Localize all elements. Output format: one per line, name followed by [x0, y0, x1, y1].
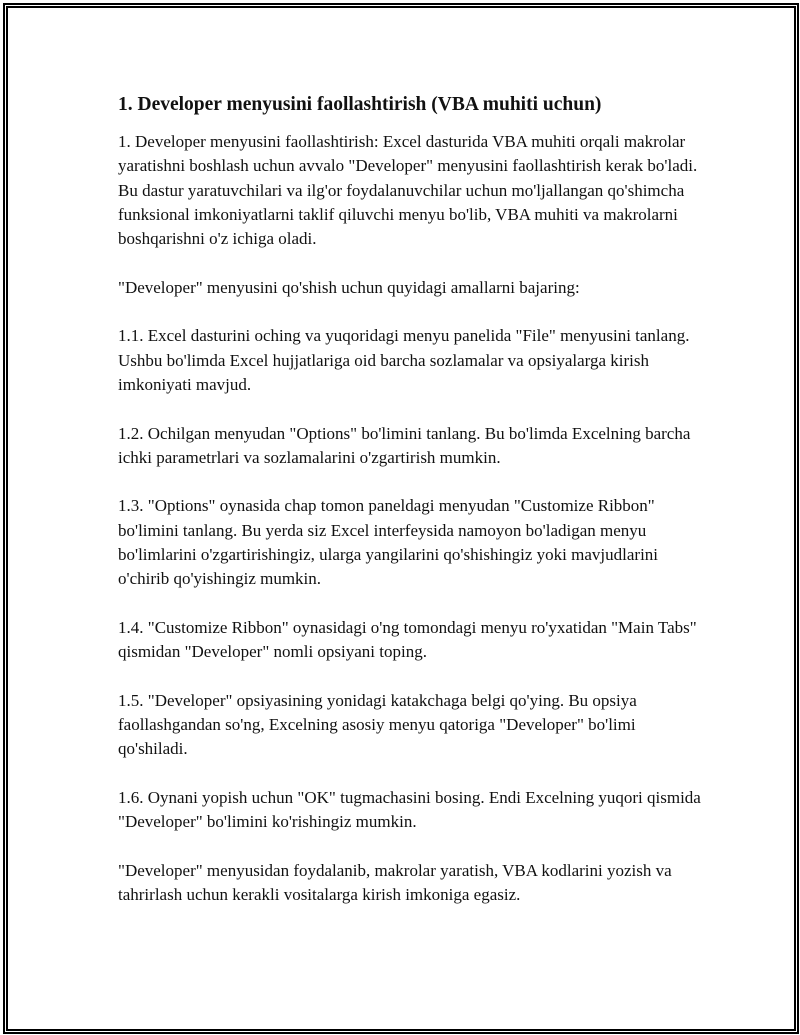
- paragraph-step-1-6: 1.6. Oynani yopish uchun "OK" tugmachasini bosing. Endi Excelning yuqori qismida "Developer" bo'limini ko'rishingiz mumkin.: [118, 788, 701, 832]
- paragraph-conclusion: "Developer" menyusidan foydalanib, makrolar yaratish, VBA kodlarini yozish va tahrirlash uchun kerakli vositalarga kirish imkoniga egasiz.: [118, 860, 672, 905]
- paragraph-intro: 1. Developer menyusini faollashtirish: Excel dasturida VBA muhiti orqali makrolar yaratishni boshlash uchun avvalo "Developer" menyusini faollashtirish kerak bo'ladi. Bu dastur yaratuvchilari va ilg'or foydalanuvchilar uchun mo'ljallangan qo'shimcha funksional imkoniyatlarni taklif qiluvchi menyu bo'lib, VBA muhiti va makrolarni boshqarishni o'z ichiga oladi.: [118, 132, 698, 249]
- paragraph-step-1-2: 1.2. Ochilgan menyudan "Options" bo'limini tanlang. Bu bo'limda Excelning barcha ichki parametrlari va sozlamalarini o'zgartirish mumkin.: [118, 423, 691, 467]
- paragraph-step-1-1: 1.1. Excel dasturini oching va yuqoridagi menyu panelida "File" menyusini tanlang. Ushbu bo'limda Excel hujjatlariga oid barcha sozlamalar va opsiyalarga kirish imkoniyati mavjud.: [118, 326, 690, 394]
- section-heading: 1. Developer menyusini faollashtirish (VBA muhiti uchun): [118, 94, 602, 115]
- document-body: [118, 92, 708, 932]
- paragraph-step-1-3: 1.3. "Options" oynasida chap tomon paneldagi menyudan "Customize Ribbon" bo'limini tanlang. Bu yerda siz Excel interfeysida namoyon bo'ladigan menyu bo'limlarini o'zgartirishingiz, ularga yangilarini qo'shishingiz yoki mavjudlarini o'chirib qo'yishingiz mumkin.: [118, 496, 659, 589]
- paragraph-step-1-4: 1.4. "Customize Ribbon" oynasidagi o'ng tomondagi menyu ro'yxatidan "Main Tabs" qismidan "Developer" nomli opsiyani toping.: [118, 617, 697, 662]
- paragraph-step-1-5: 1.5. "Developer" opsiyasining yonidagi katakchaga belgi qo'ying. Bu opsiya faollashgandan so'ng, Excelning asosiy menyu qatoriga "Developer" bo'limi qo'shiladi.: [118, 690, 637, 759]
- paragraph-instructions-lead: "Developer" menyusini qo'shish uchun quyidagi amallarni bajaring:: [118, 277, 580, 297]
